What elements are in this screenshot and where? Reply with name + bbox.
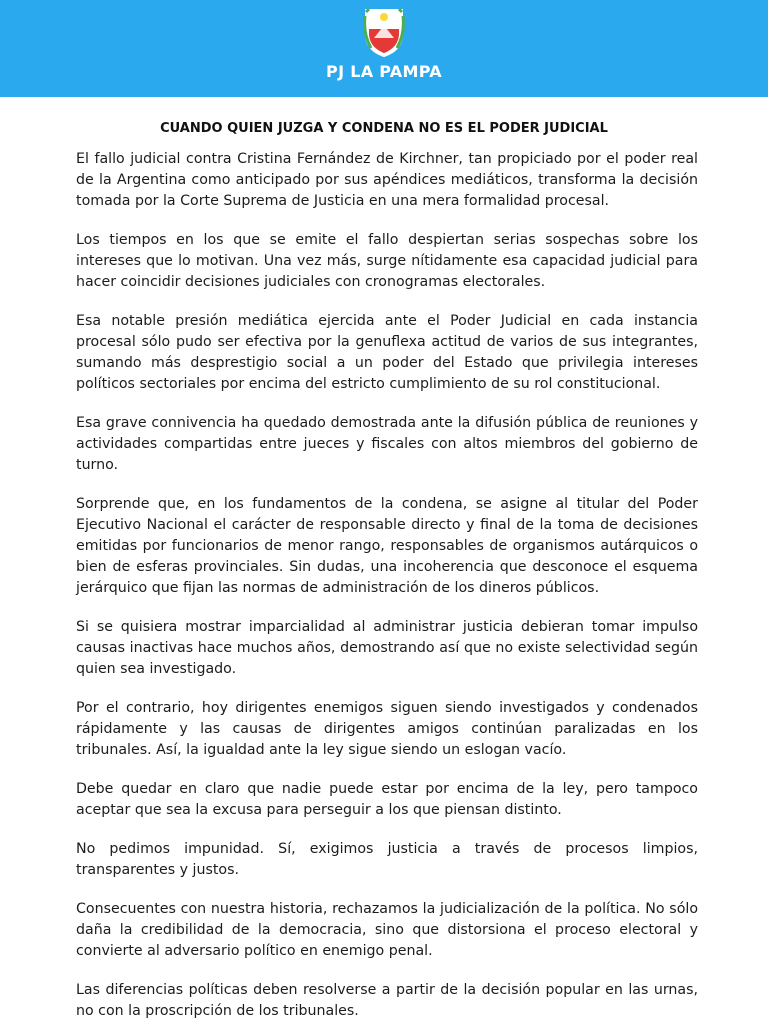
paragraph: Debe quedar en claro que nadie puede estar por encima de la ley, pero tampoco aceptar que sea la excusa para perseguir a los que piensan distinto. <box>76 781 698 818</box>
header-banner <box>0 0 768 97</box>
paragraph: Esa notable presión mediática ejercida ante el Poder Judicial en cada instancia procesal sólo pudo ser efectiva por la genuflexa actitud de varios de sus integrantes, sumando más desprestigio social a un poder del Estado que privilegia intereses políticos sectoriales por encima del estricto cumplimiento de su rol constitucional. <box>76 313 698 392</box>
paragraph: No pedimos impunidad. Sí, exigimos justicia a través de procesos limpios, transparentes y justos. <box>76 841 698 878</box>
document-body <box>76 149 698 1024</box>
paragraph: Si se quisiera mostrar imparcialidad al administrar justicia debieran tomar impulso causas inactivas hace muchos años, demostrando así que no existe selectividad según quien sea investigado. <box>76 619 698 677</box>
paragraph: Por el contrario, hoy dirigentes enemigos siguen siendo investigados y condenados rápidamente y las causas de dirigentes amigos continúan paralizadas en los tribunales. Así, la igualdad ante la ley sigue siendo un eslogan vacío. <box>76 700 698 758</box>
paragraph: Sorprende que, en los fundamentos de la condena, se asigne al titular del Poder Ejecutivo Nacional el carácter de responsable directo y final de la toma de decisiones emitidas por funcionarios de menor rango, responsables de organismos autárquicos o bien de esferas provinciales. Sin dudas, una incoherencia que desconoce el esquema jerárquico que fijan las normas de administración de los dineros públicos. <box>76 496 698 596</box>
paragraph: El fallo judicial contra Cristina Fernández de Kirchner, tan propiciado por el poder real de la Argentina como anticipado por sus apéndices mediáticos, transforma la decisión tomada por la Corte Suprema de Justicia en una mera formalidad procesal. <box>76 151 698 209</box>
paragraph: Esa grave connivencia ha quedado demostrada ante la difusión pública de reuniones y actividades compartidas entre jueces y fiscales con altos miembros del gobierno de turno. <box>76 415 698 473</box>
paragraph: Las diferencias políticas deben resolverse a partir de la decisión popular en las urnas, no con la proscripción de los tribunales. <box>76 982 698 1019</box>
paragraph: Consecuentes con nuestra historia, rechazamos la judicialización de la política. No sólo daña la credibilidad de la democracia, sino que distorsiona el proceso electoral y convierte al adversario político en enemigo penal. <box>76 901 698 959</box>
document-title: CUANDO QUIEN JUZGA Y CONDENA NO ES EL PODER JUDICIAL <box>160 121 608 136</box>
brand-name: PJ LA PAMPA <box>326 62 442 81</box>
paragraph: Los tiempos en los que se emite el fallo despiertan serias sospechas sobre los intereses que lo motivan. Una vez más, surge nítidamente esa capacidad judicial para hacer coincidir decisiones judiciales con cronogramas electorales. <box>76 232 698 290</box>
peronist-shield-logo-icon <box>363 4 405 58</box>
